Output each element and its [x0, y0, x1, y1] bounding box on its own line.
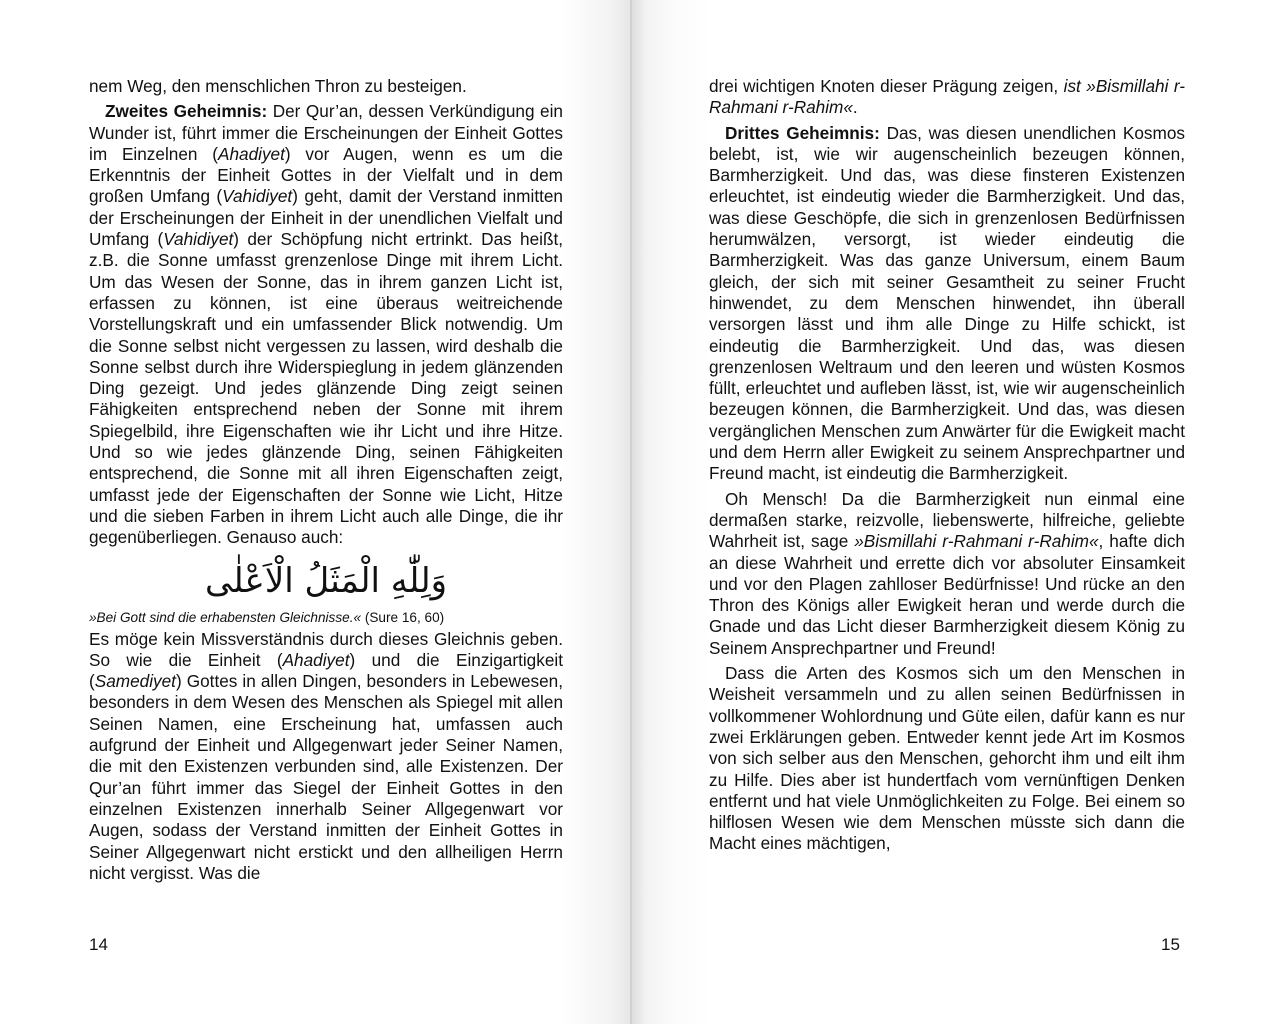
- bismillah-phrase: ist »Bismillahi r-Rahmani r-Rahim«: [709, 76, 1185, 118]
- text-span: drei wichtigen Knoten dieser Prägung zeigen,: [709, 76, 1064, 96]
- term-vahidiyet: Vahidiyet: [222, 186, 293, 207]
- paragraph-continuation: nem Weg, den menschlichen Thron zu besteigen.: [89, 76, 467, 96]
- paragraph-second-secret: [89, 101, 563, 548]
- text-span: , hafte dich an diese Wahrheit und errette dich vor absoluter Einsamkeit und vor den Plagen zahlloser Bedürfnisse! Und rücke an den Thron des Königs aller Ewigkeit heran und werde durch die Gnade und das Licht dieser Barmherzigkeit diesem König zu Seinem Ansprechpartner und Freund!: [709, 531, 1185, 658]
- page-number: 15: [1161, 935, 1180, 954]
- paragraph-oh-mensch: [709, 489, 1185, 659]
- bismillah-phrase: »Bismillahi r-Rahmani r-Rahim«: [854, 531, 1099, 552]
- term-vahidiyet: Vahidiyet: [163, 229, 234, 250]
- text-span: Das, was diesen unendlichen Kosmos belebt, ist, wie wir augenscheinlich bezeugen können, Barmherzigkeit. Und das, was diese finsteren Existenzen erleuchtet, ist eindeutig wieder die Barmherzigkeit. Und das, was diese Geschöpfe, die sich in grenzenlosen Bedürfnissen herumwälzen, versorgt, ist wieder eindeutig die Barmherzigkeit. Was das ganze Universum, einem Baum gleich, der sich mit seiner Gesamtheit zu seiner Frucht hinwendet, zu dem Menschen hinwendet, ihn überall versorgen lässt und ihm alle Dinge zu Hilfe schickt, ist eindeutig die Barmherzigkeit. Und das, was diesen grenzenlosen Weltraum und den leeren und wüsten Kosmos füllt, erleuchtet und aufleben lässt, ist, wie wir augenscheinlich bezeugen können, die Barmherzigkeit. Und das, was diesen vergänglichen Menschen zum Anwärter für die Ewigkeit macht und dem Herrn aller Ewigkeit zu seinem Ansprechpartner und Freund macht, ist eindeutig die Barmherzigkeit.: [709, 122, 1185, 484]
- text-span: Oh Mensch! Da die Barmherzigkeit nun einmal eine dermaßen starke, reizvolle, liebenswerte, hilfreiche, geliebte Wahrheit ist, sage: [709, 488, 1185, 552]
- left-page-text: [89, 76, 563, 888]
- text-span: ) vor Augen, wenn es um die Erkenntnis der Einheit Gottes in der Vielfalt und in dem großen Umfang (: [89, 143, 563, 207]
- verse-translation-text: »Bei Gott sind die erhabensten Gleichnisse.«: [89, 609, 362, 625]
- heading-third-secret: Drittes Geheimnis:: [725, 122, 880, 143]
- text-span: Der Qur’an, dessen Verkündigung ein Wunder ist, führt immer die Erscheinungen der Einheit Gottes im Einzelnen (: [89, 101, 563, 164]
- paragraph-kinds-of-cosmos: Dass die Arten des Kosmos sich um den Menschen in Weisheit versammeln und zu allen seinen Bedürfnissen in vollkommener Wohlordnung und Güte eilen, dafür kann es nur zwei Erklärungen geben. Entweder kennt jede Art im Kosmos von sich selber aus den Menschen, gehorcht ihm und eilt ihm zu Hilfe. Dies aber ist hundertfach vom vernünftigen Denken entfernt und hat viele Unmöglichkeiten zu Folge. Bei einem so hilflosen Wesen wie dem Menschen müsste sich dann die Macht eines mächtigen,: [709, 663, 1185, 854]
- term-samediyet: Samediyet: [94, 671, 176, 692]
- right-page: [632, 0, 1270, 1024]
- right-page-text: [709, 76, 1185, 859]
- term-ahadiyet: Ahadiyet: [218, 143, 285, 164]
- text-span: Es möge kein Missverständnis durch dieses Gleichnis geben. So wie die Einheit (: [89, 628, 563, 670]
- page-number: 14: [89, 935, 108, 954]
- arabic-verse: وَلِلّٰهِ الْمَثَلُ الْاَعْلٰى: [204, 560, 448, 601]
- verse-translation: [89, 609, 563, 627]
- paragraph-misunderstanding: [89, 629, 563, 885]
- heading-second-secret: Zweites Geheimnis:: [105, 101, 268, 122]
- paragraph-continuation: [709, 76, 1185, 119]
- text-span: ) und die Einzigartigkeit (: [89, 649, 563, 692]
- text-span: ) Gottes in allen Dingen, besonders in Lebewesen, besonders in dem Wesen des Menschen als Spiegel mit allen Seinen Namen, eine Erscheinung hat, umfassen auch aufgrund der Einheit und Allgegenwart jeder Seiner Namen, die mit den Existenzen verbunden sind, alle Existenzen. Der Qur’an führt immer das Siegel der Einheit Gottes in den einzelnen Existenzen innerhalb Seiner Allgegenwart vor Augen, sodass der Verstand inmitten der Einheit Gottes in Seiner Allgegenwart nicht erstickt und den allheiligen Herrn nicht vergisst. Was die: [89, 671, 563, 883]
- verse-reference: (Sure 16, 60): [361, 609, 445, 625]
- text-span: .: [852, 97, 858, 118]
- text-span: ) geht, damit der Verstand inmitten der Erscheinungen der Einheit in der unendlichen Vielfalt und Umfang (: [89, 186, 563, 250]
- term-ahadiyet: Ahadiyet: [282, 649, 350, 670]
- text-span: ) der Schöpfung nicht ertrinkt. Das heißt, z.B. die Sonne umfasst grenzenlose Dinge mit ihrem Licht. Um das Wesen der Sonne, das in ihrem ganzen Licht ist, erfassen zu können, ist eine überaus weitreichende Vorstellungskraft und ein umfassender Blick notwendig. Um die Sonne selbst nicht vergessen zu lassen, wird deshalb die Sonne selbst durch ihre Widerspieglung in jedem glänzenden Ding gezeigt. Und jedes glänzende Ding zeigt seinen Fähigkeiten entsprechend neben der Sonne mit ihrem Spiegelbild, ihre Eigenschaften wie ihr Licht und ihre Hitze. Und so wie jedes glänzende Ding, seinen Fähigkeiten entsprechend, die Sonne mit all ihren Eigenschaften zeigt, umfasst jede der Eigenschaften der Sonne wie Licht, Hitze und die sieben Farben in ihrem Licht auch alle Dinge, die ihr gegenüberliegen. Genauso auch:: [89, 229, 564, 548]
- paragraph-third-secret: [709, 123, 1185, 485]
- left-page: [0, 0, 632, 1024]
